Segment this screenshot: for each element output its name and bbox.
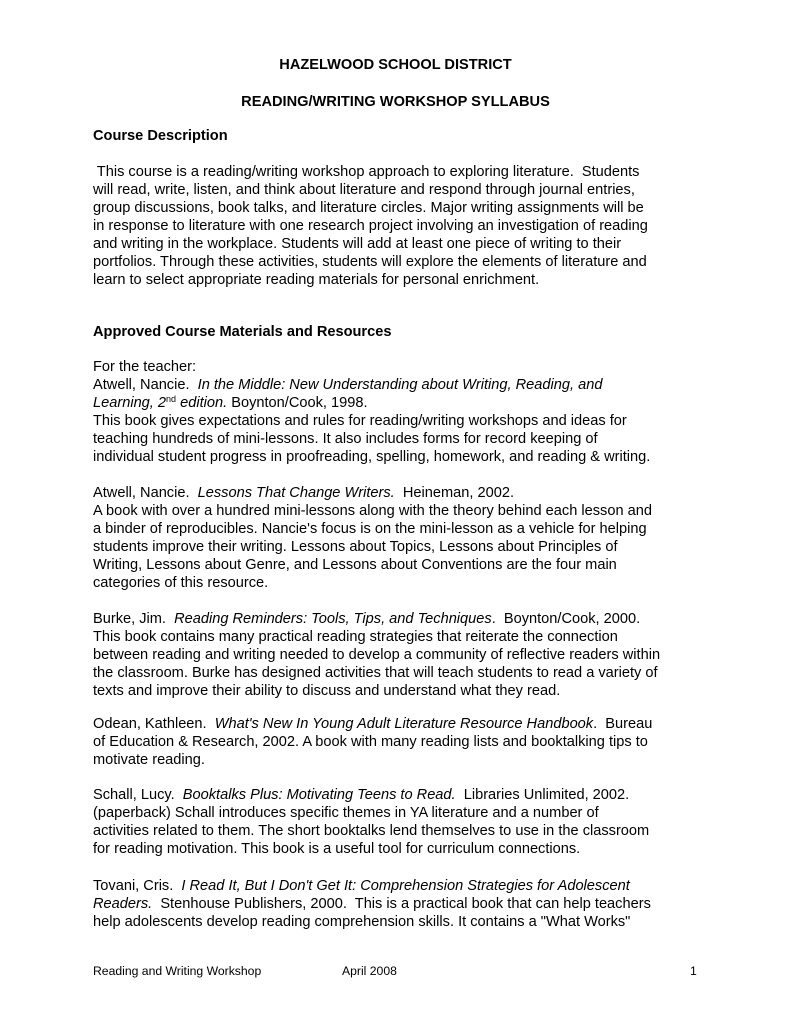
reference-title: What's New In Young Adult Literature Resource Handbook xyxy=(214,716,594,732)
edition-superscript: nd xyxy=(166,394,177,404)
reference-title: Booktalks Plus: Motivating Teens to Read. xyxy=(182,787,456,803)
reference-publisher: Stenhouse Publishers, 2000. This is a practical book that can help teachers xyxy=(152,896,651,912)
description-line: teaching hundreds of mini-lessons. It also includes forms for record keeping of xyxy=(93,431,598,447)
reference-publisher: Boynton/Cook, 1998. xyxy=(227,395,368,411)
description-line: texts and improve their ability to discuss and understand what they read. xyxy=(93,683,561,699)
description-line: (paperback) Schall introduces specific themes in YA literature and a number of xyxy=(93,805,599,821)
course-description-heading: Course Description xyxy=(93,128,228,144)
reference-author: Atwell, Nancie. xyxy=(93,377,198,393)
reference-title: Lessons That Change Writers. xyxy=(197,485,395,501)
description-line: individual student progress in proofreading, spelling, homework, and reading & writing. xyxy=(93,449,651,465)
reference-author: Burke, Jim. xyxy=(93,611,175,627)
course-description-paragraph xyxy=(93,163,703,289)
description-line: between reading and writing needed to develop a community of reflective readers within xyxy=(93,647,661,663)
reference-publisher: . Boynton/Cook, 2000. xyxy=(491,611,641,627)
description-line: help adolescents develop reading comprehension skills. It contains a "What Works" xyxy=(93,914,631,930)
description-line: of Education & Research, 2002. A book with many reading lists and booktalking tips to xyxy=(93,734,648,750)
description-line: This book contains many practical reading strategies that reiterate the connection xyxy=(93,629,618,645)
reference-tovani xyxy=(93,877,703,931)
page-number: 1 xyxy=(690,964,697,978)
footer-date: April 2008 xyxy=(342,964,397,978)
district-title: HAZELWOOD SCHOOL DISTRICT xyxy=(279,57,512,73)
description-line: This book gives expectations and rules for reading/writing workshops and ideas for xyxy=(93,413,627,429)
reference-title: I Read It, But I Don't Get It: Comprehension Strategies for Adolescent xyxy=(181,878,630,894)
reference-burke xyxy=(93,610,703,700)
description-line: activities related to them. The short booktalks lend themselves to use in the classroom xyxy=(93,823,650,839)
reference-odean xyxy=(93,715,703,769)
reference-title: Reading Reminders: Tools, Tips, and Techniques xyxy=(174,611,492,627)
paragraph-line: portfolios. Through these activities, students will explore the elements of literature and xyxy=(93,254,647,270)
reference-title: Learning, 2 xyxy=(93,395,167,411)
syllabus-title: READING/WRITING WORKSHOP SYLLABUS xyxy=(241,94,550,110)
for-teacher-label: For the teacher: xyxy=(93,359,197,375)
paragraph-line: group discussions, book talks, and literature circles. Major writing assignments will be xyxy=(93,200,644,216)
reference-author: Odean, Kathleen. xyxy=(93,716,215,732)
description-line: students improve their writing. Lessons about Topics, Lessons about Principles of xyxy=(93,539,618,555)
reference-publisher: Libraries Unlimited, 2002. xyxy=(455,787,630,803)
description-line: for reading motivation. This book is a useful tool for curriculum connections. xyxy=(93,841,581,857)
paragraph-line: This course is a reading/writing workshop approach to exploring literature. Students xyxy=(93,164,640,180)
reference-title: Readers. xyxy=(93,896,153,912)
reference-atwell-middle xyxy=(93,376,703,466)
description-line: a binder of reproducibles. Nancie's focus is on the mini-lesson as a vehicle for helping xyxy=(93,521,647,537)
description-line: Writing, Lessons about Genre, and Lessons about Conventions are the four main xyxy=(93,557,617,573)
reference-schall xyxy=(93,786,703,858)
reference-title: edition. xyxy=(176,395,228,411)
reference-publisher: . Bureau xyxy=(593,716,653,732)
reference-atwell-lessons xyxy=(93,484,703,592)
description-line: A book with over a hundred mini-lessons along with the theory behind each lesson and xyxy=(93,503,652,519)
description-line: the classroom. Burke has designed activities that will teach students to read a variety of xyxy=(93,665,658,681)
paragraph-line: will read, write, listen, and think about literature and respond through journal entries, xyxy=(93,182,635,198)
reference-title: In the Middle: New Understanding about Writing, Reading, and xyxy=(197,377,603,393)
reference-author: Schall, Lucy. xyxy=(93,787,183,803)
reference-author: Atwell, Nancie. xyxy=(93,485,198,501)
reference-publisher: Heineman, 2002. xyxy=(394,485,515,501)
reference-author: Tovani, Cris. xyxy=(93,878,182,894)
paragraph-line: in response to literature with one research project involving an investigation of reading xyxy=(93,218,648,234)
footer-title: Reading and Writing Workshop xyxy=(93,964,262,978)
description-line: motivate reading. xyxy=(93,752,205,768)
materials-heading: Approved Course Materials and Resources xyxy=(93,324,392,340)
paragraph-line: learn to select appropriate reading materials for personal enrichment. xyxy=(93,272,540,288)
paragraph-line: and writing in the workplace. Students will add at least one piece of writing to their xyxy=(93,236,622,252)
description-line: categories of this resource. xyxy=(93,575,269,591)
